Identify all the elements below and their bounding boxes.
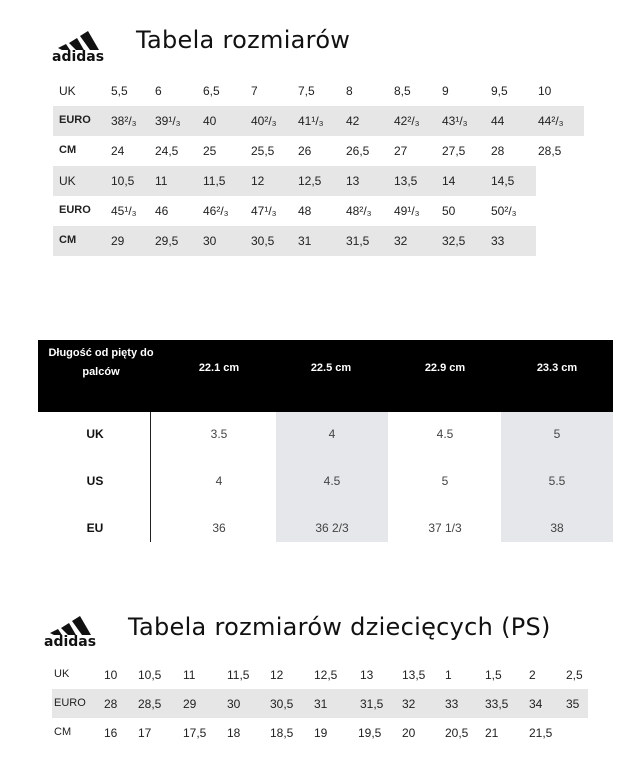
- table-cell: 1,5: [485, 668, 502, 682]
- table-cell: 39¹/₃: [155, 114, 181, 128]
- table-cell: 14: [442, 174, 456, 188]
- eu-value-4: 38: [550, 521, 564, 535]
- table-cell: 20,5: [445, 726, 469, 740]
- table-cell: 48: [298, 204, 312, 218]
- table-cell: 27: [394, 144, 408, 158]
- table-cell: 26: [298, 144, 312, 158]
- uk-value-3: 4.5: [436, 427, 454, 441]
- table-cell: 40: [203, 114, 217, 128]
- table-cell: 12: [270, 668, 284, 682]
- table-cell: 18: [227, 726, 241, 740]
- table-cell: 13: [346, 174, 360, 188]
- eu-value-1: 36: [212, 521, 226, 535]
- row-label: CM: [59, 234, 77, 246]
- table-cell: 21,5: [529, 726, 553, 740]
- table-cell: 47¹/₃: [251, 204, 277, 218]
- table-cell: 28: [491, 144, 505, 158]
- row-label: CM: [59, 144, 77, 156]
- table-cell: 27,5: [442, 144, 466, 158]
- row-label: UK: [59, 84, 76, 98]
- table-cell: 11,5: [227, 668, 250, 682]
- table-cell: 33,5: [485, 697, 509, 711]
- table-cell: 13: [360, 668, 374, 682]
- header-length-4: 23.3 cm: [536, 362, 578, 374]
- table-cell: 44: [491, 114, 505, 128]
- table-cell: 38²/₃: [111, 114, 137, 128]
- table-cell: 2: [529, 668, 536, 682]
- table-cell: 10: [104, 668, 118, 682]
- row-label-eu: EU: [86, 521, 104, 535]
- row-label-us: US: [86, 474, 104, 488]
- table-cell: 31: [314, 697, 328, 711]
- row-label-uk: UK: [86, 427, 104, 441]
- table-cell: 29: [183, 697, 197, 711]
- table-cell: 8,5: [394, 84, 411, 98]
- page-title: Tabela rozmiarów: [136, 26, 351, 54]
- table-cell: 44²/₃: [538, 114, 564, 128]
- table-cell: 42: [346, 114, 360, 128]
- table-cell: 31,5: [346, 234, 370, 248]
- table-cell: 31: [298, 234, 312, 248]
- table-cell: 11: [155, 174, 168, 188]
- table-cell: 21: [485, 726, 499, 740]
- table-cell: 28: [104, 697, 118, 711]
- table-cell: 41¹/₃: [298, 114, 324, 128]
- table-cell: 1: [445, 668, 452, 682]
- table-cell: 7,5: [298, 84, 315, 98]
- table-cell: 20: [402, 726, 416, 740]
- table-cell: 11,5: [203, 174, 226, 188]
- column-divider: [150, 412, 151, 542]
- brand-wordmark: adidas: [52, 49, 105, 62]
- table-cell: 25: [203, 144, 217, 158]
- table-cell: 16: [104, 726, 118, 740]
- table-cell: 29,5: [155, 234, 179, 248]
- table-cell: 25,5: [251, 144, 275, 158]
- table-cell: 49¹/₃: [394, 204, 420, 218]
- table-cell: 13,5: [394, 174, 418, 188]
- table-cell: 2,5: [566, 668, 583, 682]
- table-cell: 6: [155, 84, 162, 98]
- row-label: EURO: [59, 204, 91, 216]
- table-cell: 5,5: [111, 84, 128, 98]
- table-cell: 42²/₃: [394, 114, 420, 128]
- us-value-1: 4: [215, 474, 223, 488]
- table-cell: 17: [138, 726, 152, 740]
- table-cell: 30,5: [251, 234, 275, 248]
- foot-length-table: [38, 340, 613, 550]
- table-cell: 30,5: [270, 697, 294, 711]
- table-cell: 28,5: [538, 144, 562, 158]
- table-cell: 33: [445, 697, 459, 711]
- table-cell: 30: [227, 697, 241, 711]
- row-label: UK: [59, 174, 76, 188]
- table-cell: 48²/₃: [346, 204, 372, 218]
- header-length-2: 22.5 cm: [310, 362, 352, 374]
- table-cell: 9,5: [491, 84, 508, 98]
- table-cell: 46²/₃: [203, 204, 229, 218]
- foot-length-label: Długość od pięty do palców: [48, 347, 154, 378]
- table-cell: 45¹/₃: [111, 204, 137, 218]
- table-cell: 40²/₃: [251, 114, 277, 128]
- adidas-logo: [52, 18, 120, 62]
- table-cell: 28,5: [138, 697, 162, 711]
- table-cell: 12,5: [298, 174, 322, 188]
- table-cell: 34: [529, 697, 543, 711]
- table-cell: 14,5: [491, 174, 515, 188]
- table-cell: 18,5: [270, 726, 294, 740]
- us-value-2: 4.5: [323, 474, 341, 488]
- row-label: EURO: [59, 114, 91, 126]
- table-cell: 12,5: [314, 668, 338, 682]
- uk-value-1: 3.5: [210, 427, 228, 441]
- table-cell: 10,5: [111, 174, 135, 188]
- table-cell: 33: [491, 234, 505, 248]
- table-cell: 26,5: [346, 144, 370, 158]
- table-cell: 31,5: [360, 697, 384, 711]
- table-cell: 24,5: [155, 144, 179, 158]
- table-cell: 24: [111, 144, 125, 158]
- table-cell: 19,5: [358, 726, 382, 740]
- table-cell: 32: [402, 697, 416, 711]
- us-value-4: 5.5: [548, 474, 566, 488]
- table-cell: 30: [203, 234, 217, 248]
- header-length-3: 22.9 cm: [424, 362, 466, 374]
- adidas-logo-kids: [44, 603, 112, 647]
- table-cell: 13,5: [402, 668, 426, 682]
- table-cell: 35: [566, 697, 580, 711]
- table-cell: 10: [538, 84, 552, 98]
- row-label: CM: [54, 726, 72, 738]
- table-cell: 43¹/₃: [442, 114, 468, 128]
- uk-value-2: 4: [328, 427, 336, 441]
- table-cell: 32,5: [442, 234, 466, 248]
- table-cell: 7: [251, 84, 258, 98]
- table-cell: 6,5: [203, 84, 220, 98]
- table-cell: 32: [394, 234, 408, 248]
- table-cell: 29: [111, 234, 125, 248]
- table-cell: 8: [346, 84, 353, 98]
- eu-value-3: 37 1/3: [428, 521, 462, 535]
- table-cell: 50²/₃: [491, 204, 517, 218]
- table-cell: 46: [155, 204, 169, 218]
- row-label: EURO: [54, 697, 86, 709]
- table-cell: 19: [314, 726, 328, 740]
- table-cell: 17,5: [183, 726, 207, 740]
- uk-value-4: 5: [553, 427, 561, 441]
- eu-value-2: 36 2/3: [315, 521, 349, 535]
- row-label: UK: [54, 668, 70, 680]
- table-header: [38, 340, 613, 412]
- table-cell: 12: [251, 174, 265, 188]
- table-cell: 9: [442, 84, 449, 98]
- us-value-3: 5: [441, 474, 449, 488]
- header-length-1: 22.1 cm: [198, 362, 240, 374]
- kids-table-title: Tabela rozmiarów dziecięcych (PS): [128, 613, 551, 641]
- table-cell: 11: [183, 668, 196, 682]
- table-cell: 10,5: [138, 668, 162, 682]
- table-cell: 50: [442, 204, 456, 218]
- brand-wordmark-kids: adidas: [44, 634, 97, 647]
